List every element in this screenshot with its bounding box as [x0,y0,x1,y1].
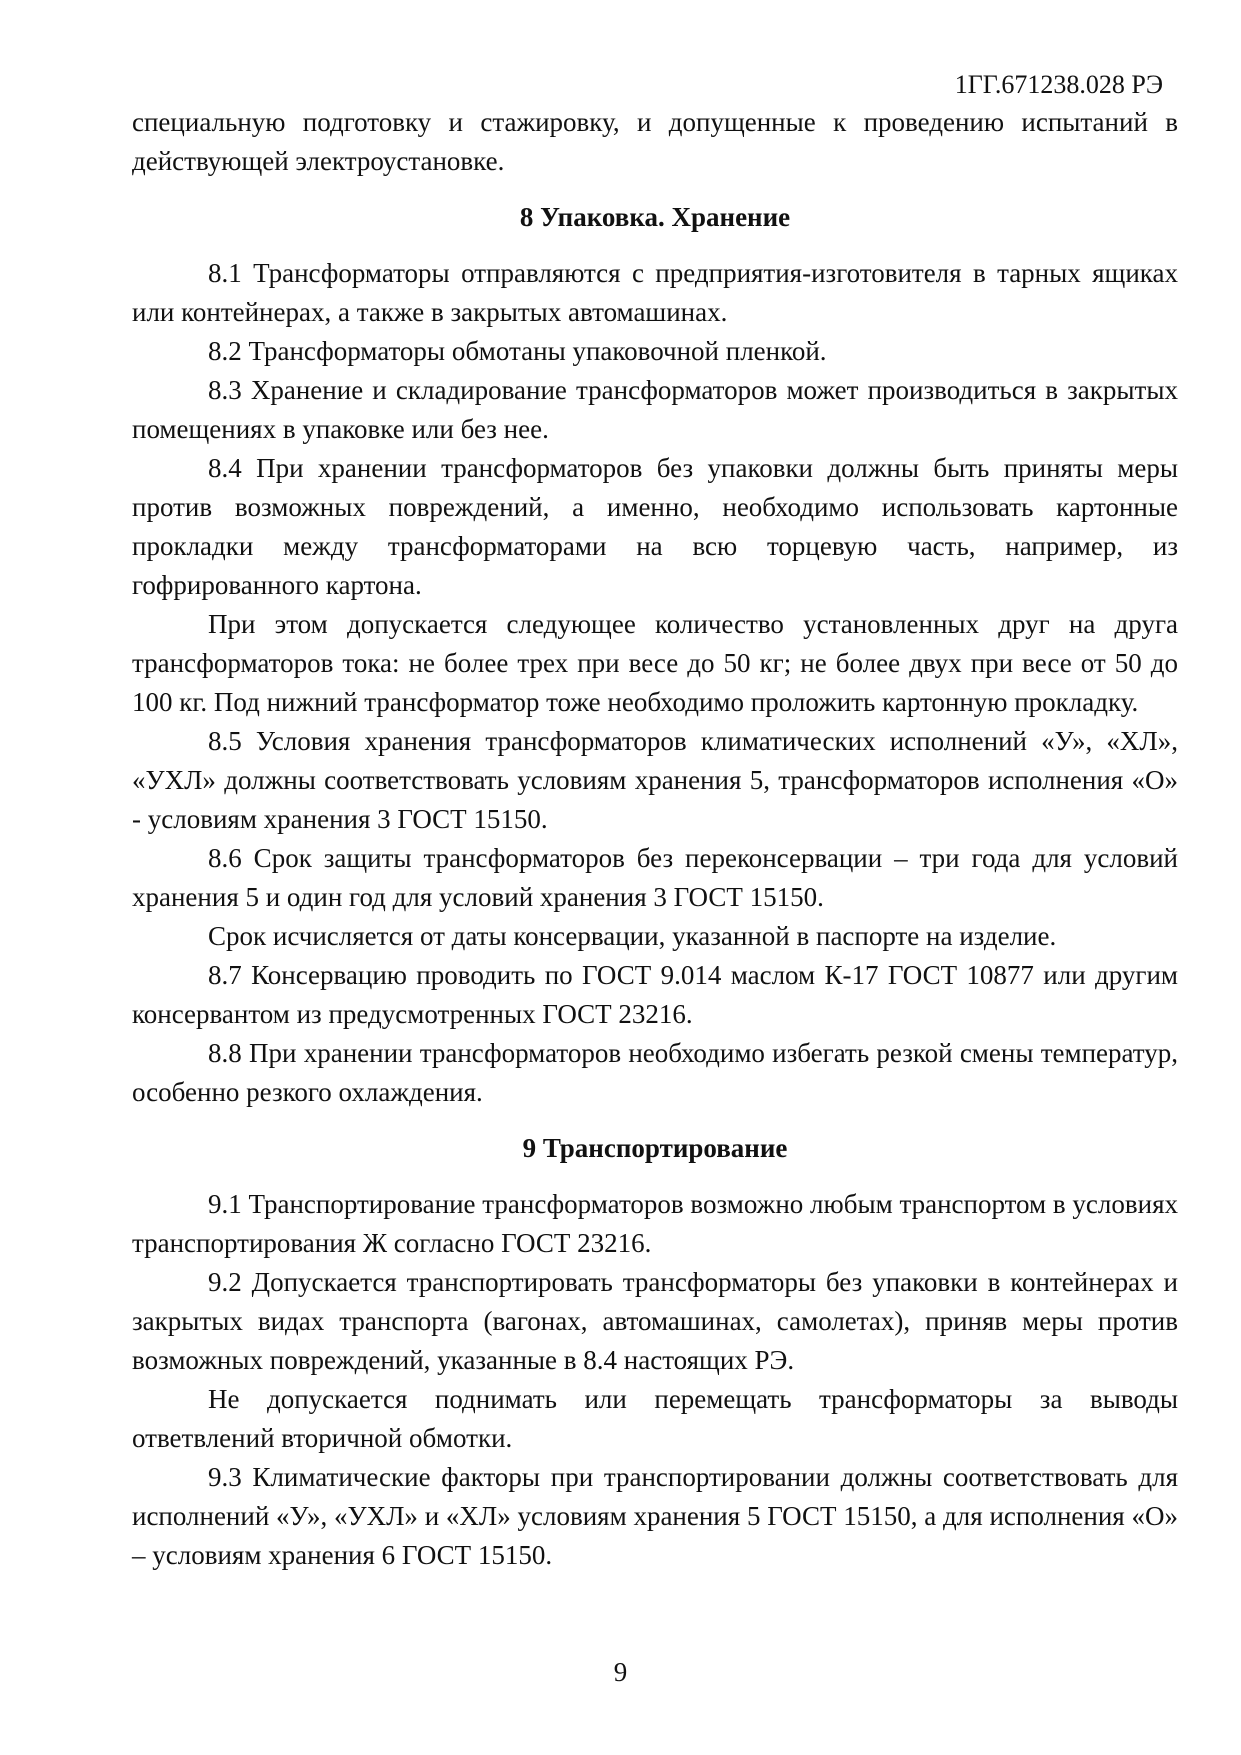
paragraph-9-2-restriction: Не допускается поднимать или перемещать трансформаторы за выводы ответвлений вторичной обмотки. [132,1384,1178,1453]
paragraph-8-6-term: Срок исчисляется от даты консервации, указанной в паспорте на изделие. [208,921,1057,951]
paragraph-8-4: 8.4 При хранении трансформаторов без упаковки должны быть приняты меры против возможных повреждений, а именно, необходимо использовать картонные прокладки между трансформаторами на всю торцевую часть, например, из гофрированного картона. [132,453,1178,600]
intro-paragraph: специальную подготовку и стажировку, и допущенные к проведению испытаний в действующей электроустановке. [132,107,1178,176]
paragraph-8-2: 8.2 Трансформаторы обмотаны упаковочной пленкой. [208,336,827,366]
paragraph-8-6: 8.6 Срок защиты трансформаторов без переконсервации – три года для условий хранения 5 и один год для условий хранения 3 ГОСТ 15150. [132,843,1178,912]
paragraph-8-7: 8.7 Консервацию проводить по ГОСТ 9.014 маслом К-17 ГОСТ 10877 или другим консервантом из предусмотренных ГОСТ 23216. [132,960,1178,1029]
page-number: 9 [613,1657,628,1687]
section-8-heading: 8 Упаковка. Хранение [519,202,791,232]
paragraph-8-4-stacking: При этом допускается следующее количество установленных друг на друга трансформаторов тока: не более трех при весе до 50 кг; не более двух при весе от 50 до 100 кг. Под нижний трансформатор тоже необходимо проложить картонную прокладку. [132,609,1178,717]
paragraph-8-1: 8.1 Трансформаторы отправляются с предприятия-изготовителя в тарных ящиках или контейнерах, а также в закрытых автомашинах. [132,258,1178,327]
paragraph-9-3: 9.3 Климатические факторы при транспортировании должны соответствовать для исполнений «У», «УХЛ» и «ХЛ» условиям хранения 5 ГОСТ 15150, а для исполнения «О» – условиям хранения 6 ГОСТ 15150. [132,1462,1178,1570]
paragraph-9-1: 9.1 Транспортирование трансформаторов возможно любым транспортом в условиях транспортирования Ж согласно ГОСТ 23216. [132,1189,1178,1258]
paragraph-8-3: 8.3 Хранение и складирование трансформаторов может производиться в закрытых помещениях в упаковке или без нее. [132,375,1178,444]
document-code: 1ГГ.671238.028 РЭ [954,70,1163,99]
paragraph-8-8: 8.8 При хранении трансформаторов необходимо избегать резкой смены температур, особенно резкого охлаждения. [132,1038,1178,1107]
section-9-heading: 9 Транспортирование [522,1133,788,1163]
paragraph-9-2: 9.2 Допускается транспортировать трансформаторы без упаковки в контейнерах и закрытых видах транспорта (вагонах, автомашинах, самолетах), приняв меры против возможных повреждений, указанные в 8.4 настоящих РЭ. [132,1267,1178,1375]
paragraph-8-5: 8.5 Условия хранения трансформаторов климатических исполнений «У», «ХЛ», «УХЛ» должны соответствовать условиям хранения 5, трансформаторов исполнения «О» - условиям хранения 3 ГОСТ 15150. [132,726,1178,834]
document-body [132,103,1178,1575]
